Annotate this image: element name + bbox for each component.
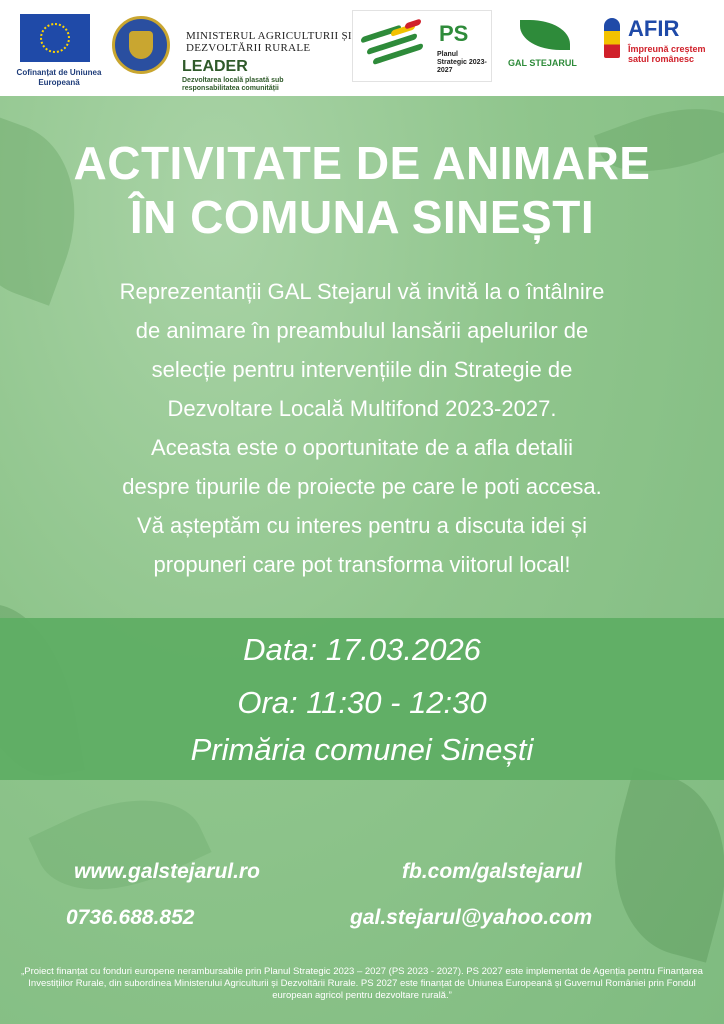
ps-subtitle: Planul Strategic 2023-2027 xyxy=(437,51,487,74)
ps-stripes-icon xyxy=(361,25,425,65)
eu-cofinancing-label: Cofinanțat de Uniunea Europeană xyxy=(16,68,102,87)
body-line: Dezvoltare Locală Multifond 2023-2027. xyxy=(167,396,557,421)
afir-logo xyxy=(600,12,712,76)
gal-name: GAL STEJARUL xyxy=(508,58,577,68)
ps-logo xyxy=(352,10,492,82)
ps-title: PS xyxy=(439,21,469,46)
event-time: Ora: 11:30 - 12:30 xyxy=(237,685,487,720)
body-line: de animare în preambulul lansării apelurilor de xyxy=(135,318,589,343)
leader-title: LEADER xyxy=(182,58,248,75)
event-location: Primăria comunei Sinești xyxy=(190,732,534,767)
invitation-text xyxy=(40,272,684,584)
body-line: propuneri care pot transforma viitorul local! xyxy=(153,552,571,577)
ministry-label: MINISTERUL AGRICULTURII ȘI DEZVOLTĂRII RURALE xyxy=(186,30,352,54)
leader-subtitle: Dezvoltarea locală plasată sub responsabilitatea comunității xyxy=(182,77,284,92)
body-line: Reprezentanții GAL Stejarul vă invită la o întâlnire xyxy=(119,279,605,304)
facebook-link[interactable]: fb.com/galstejarul xyxy=(402,860,582,883)
body-line: Vă așteptăm cu interes pentru a discuta idei și xyxy=(136,513,588,538)
title-line: ÎN COMUNA SINEȘTI xyxy=(129,191,595,243)
afir-slogan: Împreună creștem satul românesc xyxy=(628,44,706,64)
event-date: Data: 17.03.2026 xyxy=(243,632,481,667)
page-title xyxy=(0,136,724,244)
funding-disclaimer: „Proiect finanțat cu fonduri europene nerambursabile prin Planul Strategic 2023 – 2027 (PS 2023 - 2027). PS 2027 este implementat de Agenția pentru Finanțarea Investițiilor Rurale, din subordinea Ministerului Agriculturii și Dezvoltării Rurale. PS 2027 este finanțat de Uniunea Europeană și Guvernul României prin Fondul european agricol pentru dezvoltare rurală.” xyxy=(21,966,703,1001)
body-line: selecție pentru intervențiile din Strategie de xyxy=(151,357,573,382)
body-line: Aceasta este o oportunitate de a afla detalii xyxy=(151,435,573,460)
title-line: ACTIVITATE DE ANIMARE xyxy=(73,137,651,189)
gal-stejarul-logo xyxy=(506,18,586,78)
header-logos-bar xyxy=(0,0,724,96)
website-link[interactable]: www.galstejarul.ro xyxy=(74,860,260,883)
body-line: despre tipurile de proiecte pe care le poti accesa. xyxy=(122,474,602,499)
phone-number[interactable]: 0736.688.852 xyxy=(66,906,195,929)
email-link[interactable]: gal.stejarul@yahoo.com xyxy=(350,906,593,929)
oak-leaf-icon xyxy=(520,20,570,50)
eu-flag-logo xyxy=(20,14,90,62)
afir-flag-icon xyxy=(604,18,620,58)
romanian-government-seal xyxy=(112,16,170,74)
afir-title: AFIR xyxy=(628,16,680,41)
